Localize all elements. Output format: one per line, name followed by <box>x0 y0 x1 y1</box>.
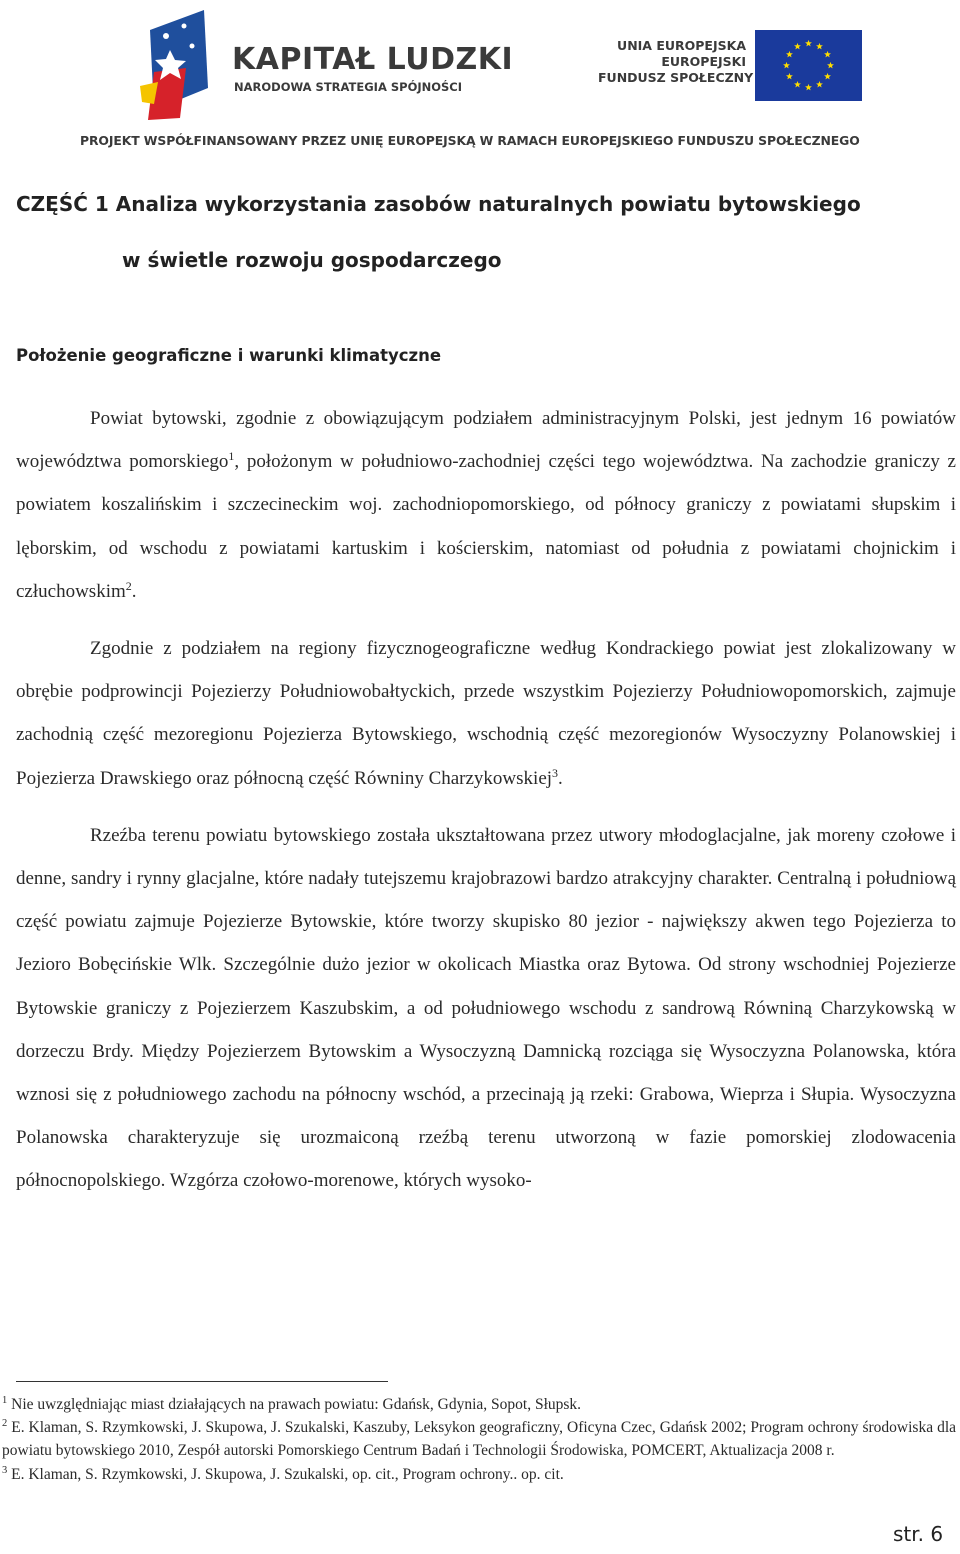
footnote-divider <box>16 1381 388 1382</box>
footnote-3 <box>2 1463 956 1486</box>
paragraph-1 <box>16 397 956 613</box>
paragraph-text: , położonym w południowo-zachodniej części tego województwa. Na zachodzie graniczy z powiatem koszalińskim i szczecineckim woj. zachodniopomorskiego, od północy graniczy z powiatami słupskim i lęborskim, od wschodu z powiatami kartuskim i kościerskim, natomiast od południa z powiatami chojnickim i człuchowskim <box>16 451 956 602</box>
project-cofinancing-line: PROJEKT WSPÓŁFINANSOWANY PRZEZ UNIĘ EUROPEJSKĄ W RAMACH EUROPEJSKIEGO FUNDUSZU SPOŁECZNEGO <box>80 133 860 148</box>
body-text <box>16 397 956 1217</box>
paragraph-text: . <box>131 580 137 602</box>
footnote-ref: 2 <box>125 578 132 593</box>
footnote-number: 3 <box>2 1464 8 1476</box>
footnote-text: Nie uwzględniając miast działających na prawach powiatu: Gdańsk, Gdynia, Sopot, Słupsk. <box>11 1396 582 1413</box>
eu-label-line: UNIA EUROPEJSKA <box>617 38 746 53</box>
eu-flag-icon <box>755 30 862 101</box>
kapital-ludzki-logo-icon <box>140 10 224 120</box>
kapital-ludzki-title: KAPITAŁ LUDZKI <box>232 42 514 77</box>
page-number: str. 6 <box>893 1522 944 1546</box>
paragraph-text: Zgodnie z podziałem na regiony fizycznogeograficzne według Kondrackiego powiat jest zlokalizowany w obrębie podprowincji Pojezierzy Południowobałtyckich, przede wszystkim Pojezierzy Południowopomorskich, zajmuje zachodnią część mezoregionu Pojezierza Bytowskiego, wschodnią część mezoregionów Wysoczyzny Polanowskiej i Pojezierza Drawskiego oraz północną część Równiny Charzykowskiej <box>16 638 956 789</box>
footnote-2 <box>2 1416 956 1462</box>
footnotes <box>2 1393 956 1486</box>
paragraph-text: Powiat bytowski, zgodnie z obowiązującym podziałem administracyjnym Polski, jest jednym 16 powiatów województwa pomorskiego <box>16 408 956 473</box>
eu-label-line: EUROPEJSKI <box>661 54 746 69</box>
section-title: Położenie geograficzne i warunki klimatyczne <box>16 346 442 365</box>
footnote-ref: 1 <box>228 449 235 464</box>
footnote-text: E. Klaman, S. Rzymkowski, J. Skupowa, J. Szukalski, Kaszuby, Leksykon geograficzny, Oficyna Czec, Gdańsk 2002; Program ochrony środowiska dla powiatu bytowskiego 2010, Zespół autorski Pomorskiego Centrum Badań i Technologii Środowiska, POMCERT, Aktualizacja 2008 r. <box>2 1419 957 1460</box>
kapital-ludzki-subtitle: NARODOWA STRATEGIA SPÓJNOŚCI <box>234 80 463 94</box>
footnote-number: 1 <box>2 1395 8 1406</box>
paragraph-3: Rzeźba terenu powiatu bytowskiego została ukształtowana przez utwory młodoglacjalne, jak moreny czołowe i denne, sandry i rynny glacjalne, które nadały tutejszemu krajobrazowi bardzo atrakcyjny charakter. Centralną i południową część powiatu zajmuje Pojezierze Bytowskie, które tworzy skupisko 80 jezior - największy akwen tego Pojezierza to Jezioro Bobęcińskie Wlk. Szczególnie dużo jezior w okolicach Miastka oraz Bytowa. Od strony wschodniej Pojezierze Bytowskie graniczy z Pojezierzem Kaszubskim, a od południowego wschodu z sandrową Równiną Charzykowską w dorzeczu Brdy. Między Pojezierzem Bytowskim a Wysoczyzną Damnicką rozciąga się Wysoczyzna Polanowska, która wznosi się z południowego zachodu na północny wschód, a przecinają ją rzeki: Grabowa, Wieprza i Słupia. Wysoczyzna Polanowska charakteryzuje się urozmaiconą rzeźbą terenu utworzoną w fazie pomorskiej zlodowacenia północnopolskiego. Wzgórza czołowo-morenowe, których wysoko- <box>16 824 956 1192</box>
eu-label <box>598 38 754 86</box>
footnote-ref: 3 <box>552 765 559 780</box>
part-title-line1: CZĘŚĆ 1 Analiza wykorzystania zasobów naturalnych powiatu bytowskiego <box>16 192 861 216</box>
footnote-text: E. Klaman, S. Rzymkowski, J. Skupowa, J. Szukalski, op. cit., Program ochrony.. op. cit. <box>11 1465 564 1483</box>
eu-label-line: FUNDUSZ SPOŁECZNY <box>598 70 754 85</box>
footnote-1 <box>2 1393 956 1416</box>
paragraph-2 <box>16 627 956 800</box>
page-header <box>0 0 960 160</box>
paragraph-text: . <box>558 767 563 789</box>
footnote-number: 2 <box>2 1418 8 1430</box>
part-title-line2: w świetle rozwoju gospodarczego <box>122 248 502 272</box>
